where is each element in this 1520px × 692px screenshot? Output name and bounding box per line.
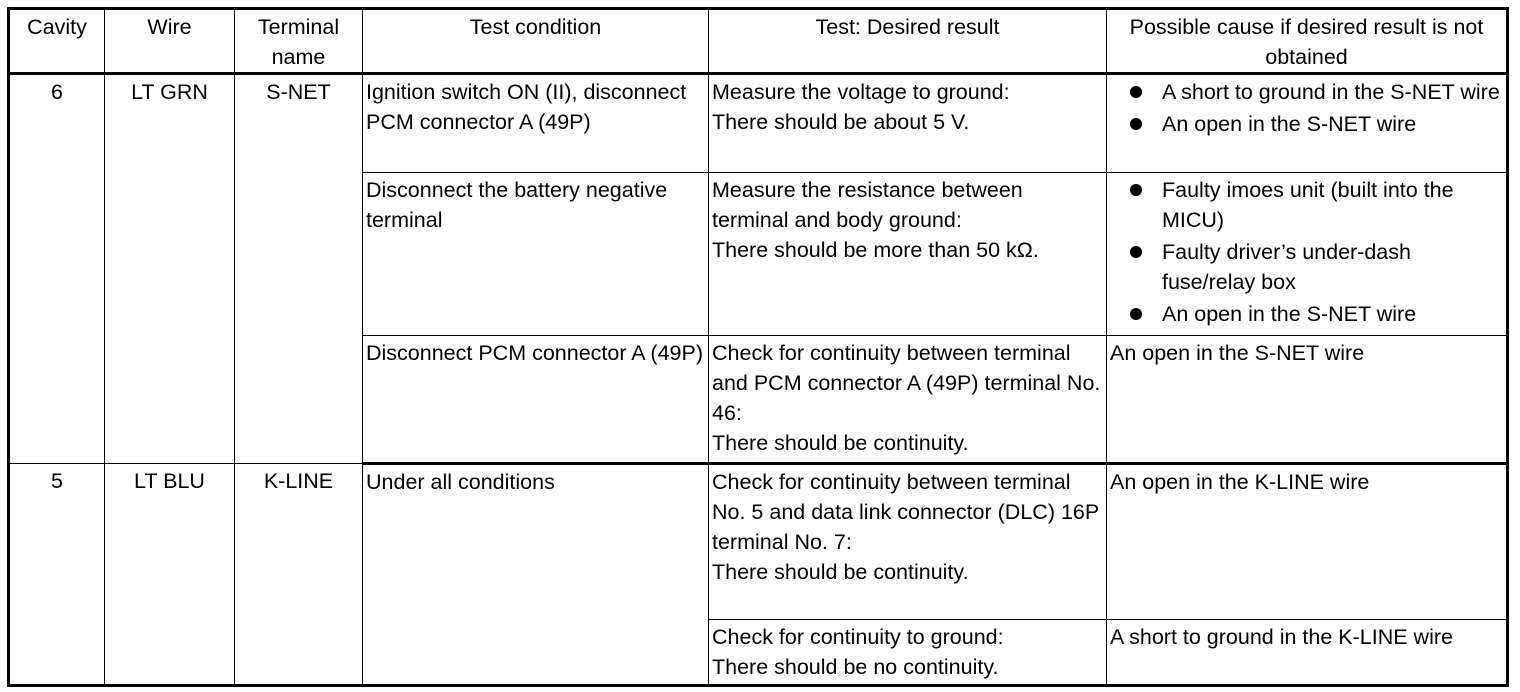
result-line: There should be continuity.	[712, 431, 969, 455]
desired-result-cell	[709, 74, 1107, 173]
cause-item	[1110, 109, 1503, 139]
cause-text: An open in the S-NET wire	[1162, 112, 1417, 136]
desired-result-cell	[709, 336, 1107, 464]
cause-item	[1110, 175, 1503, 235]
possible-cause-cell	[1107, 74, 1508, 173]
possible-cause-cell: An open in the S-NET wire	[1107, 336, 1508, 464]
cavity-cell: 5	[9, 464, 105, 686]
test-condition-cell: Ignition switch ON (II), disconnect PCM connector A (49P)	[363, 74, 709, 173]
header-possible-cause: Possible cause if desired result is not obtained	[1107, 9, 1508, 74]
desired-result-cell	[709, 620, 1107, 686]
cause-item	[1110, 237, 1503, 297]
troubleshooting-table	[7, 7, 1509, 687]
troubleshooting-table-container	[7, 7, 1506, 686]
table-row	[9, 464, 1508, 620]
bullet-icon	[1130, 246, 1142, 258]
wire-cell: LT GRN	[105, 74, 235, 464]
result-line: There should be about 5 V.	[712, 110, 970, 134]
cause-list	[1110, 77, 1503, 139]
result-line: Measure the resistance between terminal and body ground:	[712, 178, 1023, 232]
header-terminal-name: Terminal name	[235, 9, 363, 74]
bullet-icon	[1130, 184, 1142, 196]
result-line: Check for continuity between terminal No. 5 and data link connector (DLC) 16P terminal No. 7:	[712, 470, 1099, 554]
possible-cause-cell: A short to ground in the K-LINE wire	[1107, 620, 1508, 686]
possible-cause-cell: An open in the K-LINE wire	[1107, 464, 1508, 620]
result-line: There should be no continuity.	[712, 655, 999, 679]
header-cavity: Cavity	[9, 9, 105, 74]
cause-text: An open in the S-NET wire	[1162, 302, 1417, 326]
desired-result-cell	[709, 464, 1107, 620]
bullet-icon	[1130, 118, 1142, 130]
bullet-icon	[1130, 308, 1142, 320]
table-row	[9, 74, 1508, 173]
wire-cell: LT BLU	[105, 464, 235, 686]
header-wire: Wire	[105, 9, 235, 74]
cause-item	[1110, 77, 1503, 107]
test-condition-cell: Disconnect PCM connector A (49P)	[363, 336, 709, 464]
cause-text: A short to ground in the S-NET wire	[1162, 80, 1500, 104]
bullet-icon	[1130, 86, 1142, 98]
result-line: Check for continuity between terminal and PCM connector A (49P) terminal No. 46:	[712, 341, 1101, 425]
header-test-desired-result: Test: Desired result	[709, 9, 1107, 74]
desired-result-cell	[709, 173, 1107, 336]
terminal-cell: K-LINE	[235, 464, 363, 686]
result-line: Measure the voltage to ground:	[712, 80, 1010, 104]
terminal-cell: S-NET	[235, 74, 363, 464]
header-row	[9, 9, 1508, 74]
result-line: There should be continuity.	[712, 560, 969, 584]
header-test-condition: Test condition	[363, 9, 709, 74]
possible-cause-cell	[1107, 173, 1508, 336]
cause-list	[1110, 175, 1503, 329]
cause-text: Faulty driver’s under-dash fuse/relay box	[1162, 240, 1411, 294]
test-condition-cell: Disconnect the battery negative terminal	[363, 173, 709, 336]
cause-item	[1110, 299, 1503, 329]
test-condition-cell: Under all conditions	[363, 464, 709, 686]
result-line: Check for continuity to ground:	[712, 625, 1004, 649]
cause-text: Faulty imoes unit (built into the MICU)	[1162, 178, 1454, 232]
cavity-cell: 6	[9, 74, 105, 464]
result-line: There should be more than 50 kΩ.	[712, 238, 1039, 262]
